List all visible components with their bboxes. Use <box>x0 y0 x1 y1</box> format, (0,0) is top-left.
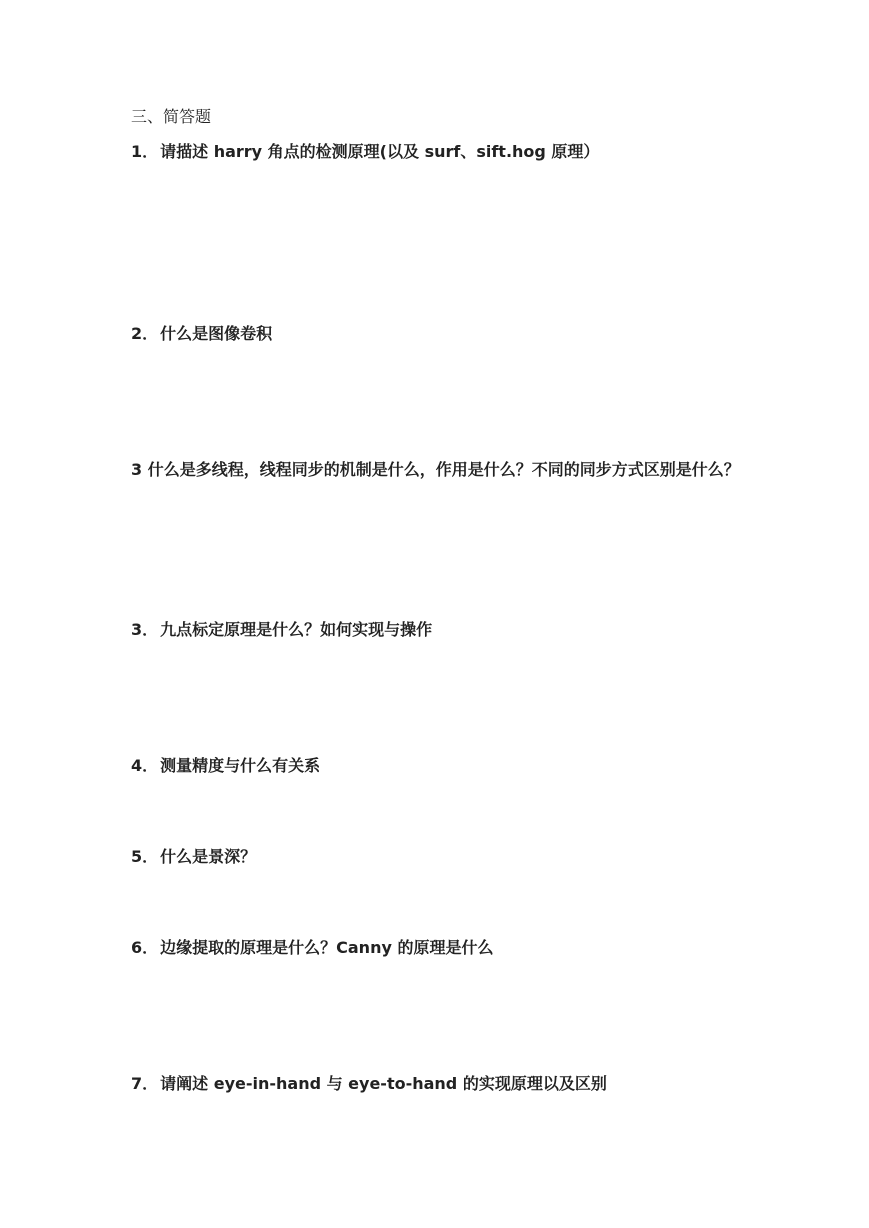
question-text: 请描述 harry 角点的检测原理(以及 surf、sift.hog 原理） <box>160 142 600 161</box>
question-text: 3 什么是多线程，线程同步的机制是什么，作用是什么？不同的同步方式区别是什么？ <box>131 460 740 479</box>
question-number: 4． <box>131 756 159 775</box>
question-text: 边缘提取的原理是什么？Canny 的原理是什么 <box>160 938 494 957</box>
question-number: 1． <box>131 142 159 161</box>
question-3-multithread <box>131 453 751 486</box>
question-number: 5． <box>131 847 159 866</box>
question-number: 7． <box>131 1074 159 1093</box>
question-3 <box>131 613 432 646</box>
question-6 <box>131 931 493 964</box>
question-5 <box>131 840 256 873</box>
question-2 <box>131 317 272 350</box>
question-text: 测量精度与什么有关系 <box>160 756 321 775</box>
question-4 <box>131 749 320 782</box>
question-text: 什么是景深？ <box>160 847 257 866</box>
question-text: 九点标定原理是什么？如何实现与操作 <box>160 620 433 639</box>
question-text: 什么是图像卷积 <box>160 324 273 343</box>
question-number: 2． <box>131 324 159 343</box>
question-1 <box>131 135 599 168</box>
section-title: 三、简答题 <box>131 107 212 126</box>
question-7 <box>131 1067 607 1100</box>
question-number: 3． <box>131 620 159 639</box>
question-number: 6． <box>131 938 159 957</box>
question-text: 请阐述 eye-in-hand 与 eye-to-hand 的实现原理以及区别 <box>160 1074 607 1093</box>
